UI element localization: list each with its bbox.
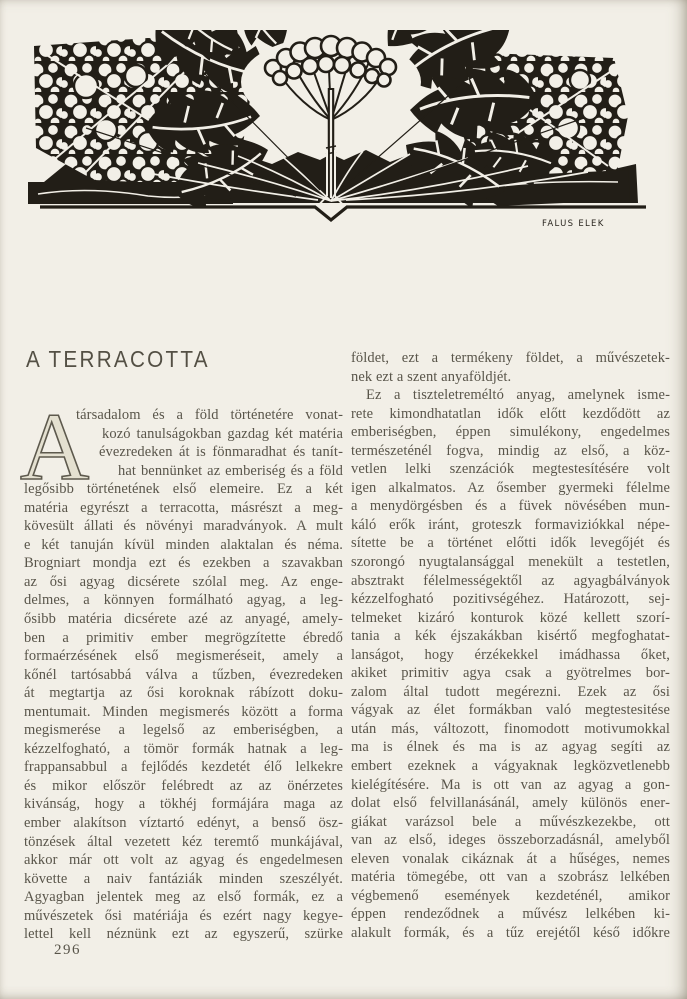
- text-line: éppen rendeződnek a művész lelkében ki-: [351, 906, 670, 923]
- text-line: természeténél fogva, mindig az első, a köz-: [351, 442, 670, 459]
- text-line: át megtartja az ősi koroknak rábízott doku-: [24, 685, 343, 702]
- text-line: e két tanuján kívül minden alaktalan és néma.: [24, 536, 343, 553]
- text-line: Brogniart mondja ezt és ezekben a szavakban: [24, 555, 343, 572]
- text-line: kövesült állati és növényi maradványok. A mult: [24, 518, 343, 535]
- text-line: a menydörgésben és a füvek növésében mun-: [351, 498, 670, 515]
- text-line: formaérzésének első megismeréseit, amely a: [24, 648, 343, 665]
- text-line: lanságot, hogy érzékekkel imádhassa őket,: [351, 646, 670, 663]
- text-line: évezredeken át is fönmaradhat és tanít-: [99, 444, 343, 461]
- text-line: káló erők iránt, groteszk formaviziókkal népe-: [351, 516, 670, 533]
- text-line: kielégítésére. Ma is ott van az agyag a gon-: [351, 776, 670, 793]
- text-line: ember alakítson víztartó edényt, a benső ösz-: [24, 815, 343, 832]
- text-line: az ősi agyag dicsérete szólal meg. Az enge-: [24, 573, 343, 590]
- text-line: giákat varázsol bele a művészkezekbe, ott: [351, 813, 670, 830]
- text-line: Ez a tiszteletreméltó anyag, amelynek isme-: [366, 387, 670, 404]
- text-line: után más, változott, finomodott motivumokkal: [351, 720, 670, 737]
- page-title: A TERRACOTTA: [26, 346, 210, 372]
- artist-signature: FALUS ELEK: [542, 219, 605, 229]
- text-line: vetlen lelki szenzációk megtestesítésére volt: [351, 461, 670, 478]
- text-line: kivánság, hogy a tökhéj formájára maga az: [24, 796, 343, 813]
- text-line: szorongó nyugtalansággal menekült a testetlen,: [351, 554, 670, 571]
- text-line: telmeket kizáró konturok közé kellett szorí-: [351, 609, 670, 626]
- text-line: sítette be a történet előtti idők levegőjét és: [351, 535, 670, 552]
- header-plate-illustration: [28, 30, 660, 232]
- text-line: földet, ezt a termékeny földet, a művészetek-: [351, 350, 670, 366]
- text-line: akkor már ott volt az agyag és engedelmesen: [24, 852, 343, 869]
- text-line: embert ezeknek a vágyaknak legközvetlenebb: [351, 758, 670, 775]
- text-line: lettel kell néznünk ezt az egyszerű, szürke: [24, 926, 343, 943]
- text-line: tönzések által vezetett kéz teremtő munkájával,: [24, 833, 343, 850]
- text-line: alakult formák, és a tűz erejétől késő időkre: [351, 924, 670, 941]
- text-line: kozó tanulságokban gazdag két matéria: [102, 425, 343, 442]
- text-line: nek ezt a szent anyaföldjét.: [351, 368, 512, 385]
- text-line: végbemenő események kezdeténél, amikor: [351, 887, 670, 904]
- text-line: megismerése a legelső az emberiségben, a: [24, 722, 343, 739]
- text-line: követte a naiv fantáziák minden szeszélyét.: [24, 870, 343, 887]
- drop-cap: A: [20, 393, 90, 500]
- text-line: absztrakt félelmességektől az agyagbálványok: [351, 572, 670, 589]
- text-line: igen alkalmatos. Az ősember gyermeki félelme: [351, 479, 670, 496]
- text-line: kézzelfogható pozitivségéhez. Határozott, sej-: [351, 591, 670, 608]
- text-line: legősibb történetének első elemeire. Ez a két: [24, 481, 343, 498]
- text-line: dolat első felvillanásánál, amely különös ener-: [351, 795, 670, 812]
- text-line: emberiségben, éppen simulékony, engedelmes: [351, 424, 670, 441]
- text-line: frappansabbul a fejlődés kezdetét élő lelkekre: [24, 759, 343, 776]
- text-line: zalom által tudott megérezni. Ezek az ősi: [351, 683, 670, 700]
- text-line: kézzelfogható, a tömör formák hatnak a leg-: [24, 740, 343, 757]
- right-column: [351, 349, 670, 943]
- text-line: ben a primitiv ember megrögzítette ébredő: [24, 629, 343, 646]
- text-line: és mikor először felébredt az az önérzetes: [24, 777, 343, 794]
- text-line: delmes, a könnyen formálható agyag, a leg-: [24, 592, 343, 609]
- text-line: művészetek ősi matériája és ezért nagy kegye-: [24, 907, 343, 924]
- text-line: kőnél tartósabbá válva a tűzben, évezredeken: [24, 666, 343, 683]
- text-line: ősibb matéria dicsérete azé az anyagé, amely-: [24, 611, 343, 628]
- text-line: társadalom és a föld történetére vonat-: [76, 407, 343, 423]
- text-line: matéria tömegébe, ott van a szobrász lelkében: [351, 869, 670, 886]
- text-line: vágyak az élet formákban való megtestesitése: [351, 702, 670, 719]
- page-number: 296: [54, 942, 81, 958]
- text-line: van az első, ideges összeborzadásnál, amelyből: [351, 832, 670, 849]
- left-column: [24, 406, 343, 944]
- text-line: hat bennünket az emberiség és a föld: [118, 462, 343, 479]
- text-line: rete kimondhatatlan idők előtt kezdődött az: [351, 405, 670, 422]
- text-line: eleven vonalak cikáznak át a hűséges, nemes: [351, 850, 670, 867]
- text-line: Agyagban jelentek meg az első formák, ez a: [24, 889, 343, 906]
- text-line: matéria egyrészt a terracotta, másrészt a meg-: [24, 499, 343, 516]
- text-line: mentumait. Minden megismerés között a forma: [24, 703, 343, 720]
- text-line: tania a kék éjszakákban kisértő megfoghatat-: [351, 628, 670, 645]
- text-line: akiket primitiv agya csak a gyötrelmes bor-: [351, 665, 670, 682]
- text-line: ma is élnek és ma is az agyag segíti az: [351, 739, 670, 756]
